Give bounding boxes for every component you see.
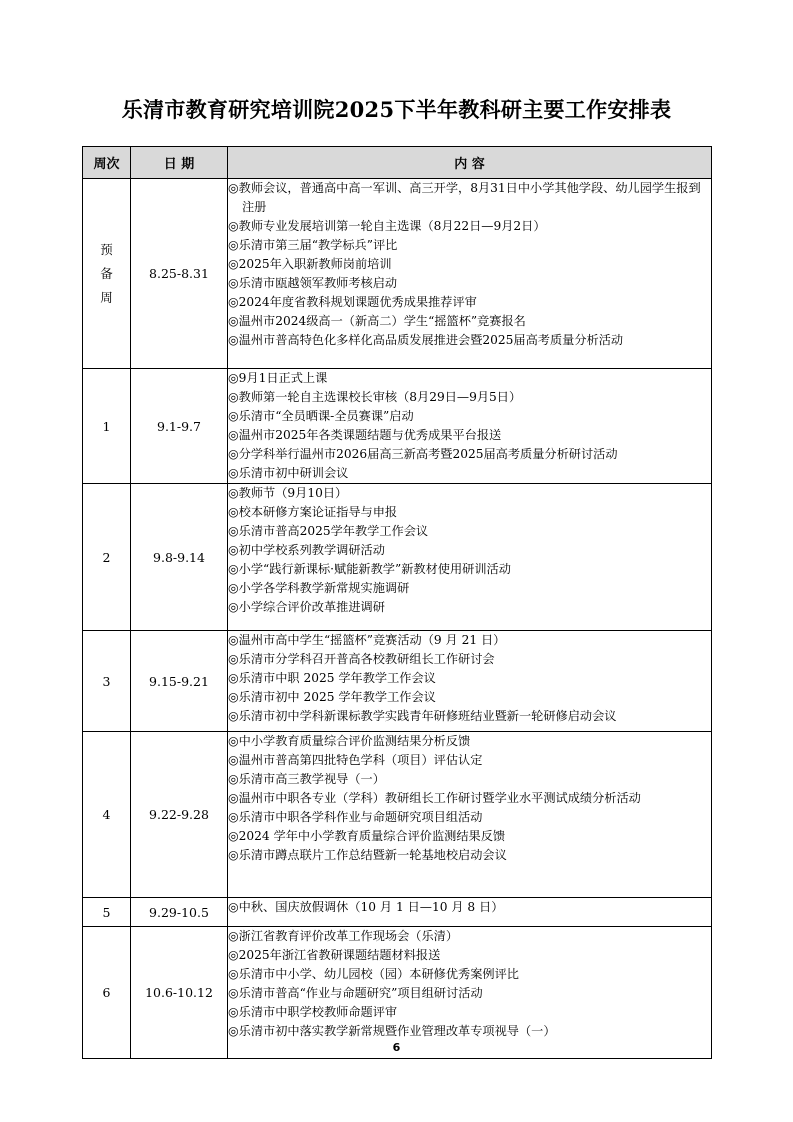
date-cell: 9.15-9.21 (131, 631, 228, 732)
content-cell (228, 179, 712, 369)
schedule-item: ◎教师第一轮自主选课校长审核（8月29日—9月5日） (228, 390, 522, 404)
schedule-item: ◎乐清市初中学科新课标教学实践青年研修班结业暨新一轮研修启动会议 (228, 709, 617, 723)
schedule-item: ◎乐清市初中研训会议 (228, 466, 349, 480)
content-cell (228, 484, 712, 631)
week-text: 2 (102, 549, 111, 565)
schedule-item: ◎乐清市初中落实教学新常规暨作业管理改革专项视导（一） (228, 1024, 556, 1038)
schedule-item: ◎乐清市蹲点联片工作总结暨新一轮基地校启动会议 (228, 848, 507, 862)
schedule-item: ◎小学各学科教学新常规实施调研 (228, 581, 410, 595)
schedule-item: ◎乐清市中职各学科作业与命题研究项目组活动 (228, 810, 483, 824)
date-cell: 9.29-10.5 (131, 898, 228, 927)
schedule-item: ◎温州市2024级高一（新高二）学生“摇篮杯”竞赛报名 (228, 314, 526, 328)
week-cell (83, 732, 131, 898)
schedule-item: ◎2025年入职新教师岗前培训 (228, 257, 392, 271)
schedule-table (82, 146, 712, 1059)
date-cell: 9.8-9.14 (131, 484, 228, 631)
schedule-item: ◎乐清市中职学校教师命题评审 (228, 1005, 398, 1019)
schedule-item: ◎2025年浙江省教研课题结题材料报送 (228, 948, 441, 962)
schedule-item: ◎乐清市普高“作业与命题研究”项目组研讨活动 (228, 986, 483, 1000)
week-text: 周 (100, 289, 113, 305)
week-text: 4 (102, 807, 111, 822)
schedule-item: ◎温州市普高特色化多样化高品质发展推进会暨2025届高考质量分析活动 (228, 333, 624, 347)
week-cell (83, 898, 131, 927)
schedule-item: ◎2024 学年中小学教育质量综合评价监测结果反馈 (228, 829, 506, 843)
schedule-item: ◎温州市普高第四批特色学科（项目）评估认定 (228, 753, 483, 767)
week-text: 6 (102, 985, 111, 1000)
schedule-item: ◎分学科举行温州市2026届高三新高考暨2025届高考质量分析研讨活动 (228, 447, 618, 461)
content-cell (228, 898, 712, 927)
schedule-item: ◎小学综合评价改革推进调研 (228, 600, 385, 614)
schedule-item: ◎乐清市瓯越领军教师考核启动 (228, 276, 398, 290)
header-content: 内 容 (228, 147, 712, 179)
schedule-item: ◎乐清市高三教学视导（一） (228, 772, 385, 786)
schedule-item: ◎浙江省教育评价改革工作现场会（乐清） (228, 929, 459, 943)
week-cell (83, 927, 131, 1059)
table-row (83, 631, 712, 732)
schedule-item: ◎初中学校系列教学调研活动 (228, 543, 385, 557)
schedule-item: ◎温州市2025年各类课题结题与优秀成果平台报送 (228, 428, 502, 442)
table-row (83, 369, 712, 484)
week-text: 1 (102, 418, 111, 434)
week-text: 备 (100, 265, 113, 281)
schedule-item: ◎温州市中职各专业（学科）教研组长工作研讨暨学业水平测试成绩分析活动 (228, 791, 641, 805)
content-cell (228, 927, 712, 1059)
table-row (83, 927, 712, 1059)
week-cell (83, 631, 131, 732)
schedule-item: ◎中小学教育质量综合评价监测结果分析反馈 (228, 734, 471, 748)
week-cell (83, 484, 131, 631)
header-date: 日 期 (131, 147, 228, 179)
week-text: 5 (102, 904, 111, 920)
schedule-item: ◎乐清市初中 2025 学年教学工作会议 (228, 690, 436, 704)
schedule-item: ◎乐清市“全员晒课-全员赛课”启动 (228, 409, 414, 423)
page-title: 乐清市教育研究培训院2025下半年教科研主要工作安排表 (121, 97, 672, 122)
schedule-item: ◎乐清市分学科召开普高各校教研组长工作研讨会 (228, 652, 495, 666)
schedule-item: ◎校本研修方案论证指导与申报 (228, 505, 398, 519)
date-cell: 10.6-10.12 (131, 927, 228, 1059)
content-cell (228, 631, 712, 732)
date-cell: 9.1-9.7 (131, 369, 228, 484)
schedule-item: ◎乐清市中职 2025 学年教学工作会议 (228, 671, 436, 685)
header-week: 周次 (83, 147, 131, 179)
schedule-item: ◎乐清市普高2025学年教学工作会议 (228, 524, 429, 538)
content-cell (228, 732, 712, 898)
schedule-item: ◎中秋、国庆放假调休（10 月 1 日—10 月 8 日） (228, 900, 504, 914)
date-cell: 9.22-9.28 (131, 732, 228, 898)
table-row (83, 898, 712, 927)
schedule-item: ◎乐清市第三届“教学标兵”评比 (228, 238, 398, 252)
table-row (83, 484, 712, 631)
page-number: 6 (392, 1041, 401, 1054)
table-row (83, 732, 712, 898)
table-row (83, 179, 712, 369)
content-cell (228, 369, 712, 484)
schedule-item: ◎小学“践行新课标·赋能新教学”新教材使用研训活动 (228, 562, 511, 576)
week-cell (83, 179, 131, 369)
schedule-item: ◎教师会议，普通高中高一军训、高三开学，8月31日中小学其他学段、幼儿园学生报到注册 (228, 181, 701, 214)
schedule-item: ◎2024年度省教科规划课题优秀成果推荐评审 (228, 295, 477, 309)
schedule-item: ◎温州市高中学生“摇篮杯”竞赛活动（9 月 21 日） (228, 633, 506, 647)
table-header-row (83, 147, 712, 179)
week-cell (83, 369, 131, 484)
schedule-item: ◎教师节（9月10日） (228, 486, 348, 500)
schedule-item: ◎乐清市中小学、幼儿园校（园）本研修优秀案例评比 (228, 967, 519, 981)
schedule-item: ◎教师专业发展培训第一轮自主选课（8月22日—9月2日） (228, 219, 546, 233)
table-body (83, 179, 712, 1059)
date-cell: 8.25-8.31 (131, 179, 228, 369)
week-text: 3 (102, 673, 111, 689)
week-text: 预 (100, 241, 113, 257)
schedule-item: ◎9月1日正式上课 (228, 371, 328, 385)
